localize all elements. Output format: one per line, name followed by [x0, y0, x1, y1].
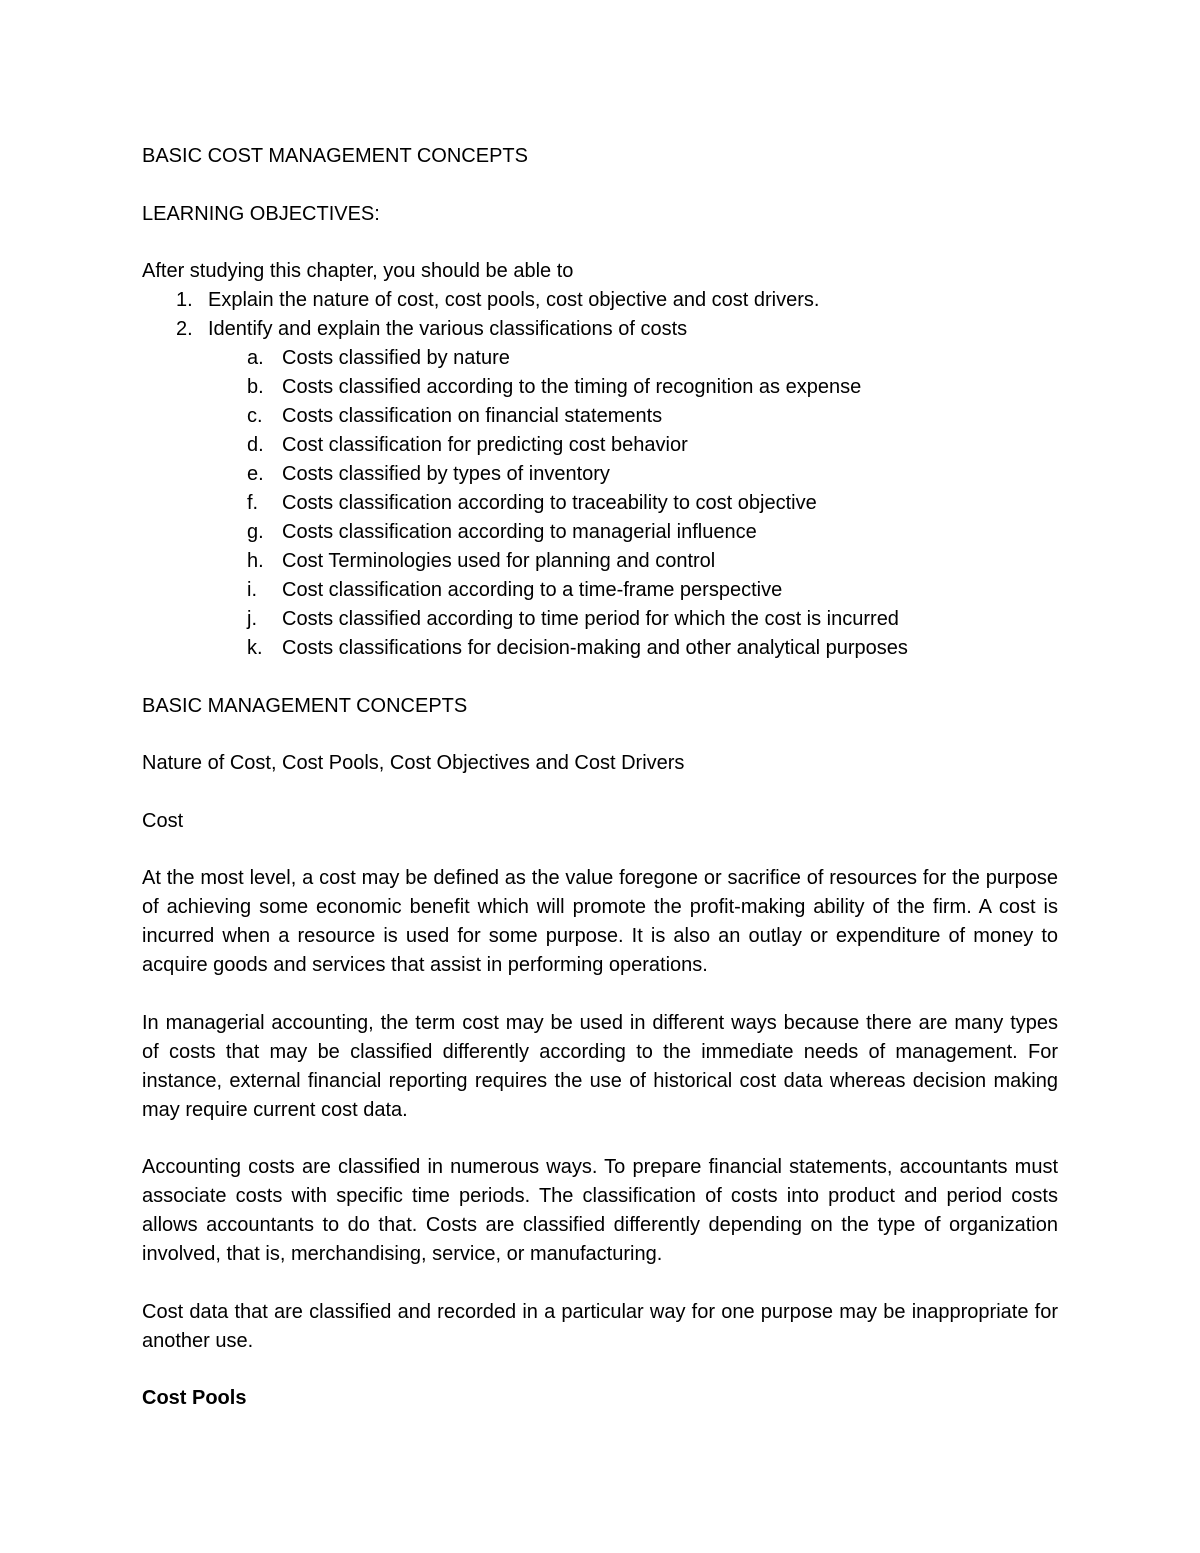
document-title: BASIC COST MANAGEMENT CONCEPTS: [142, 145, 528, 167]
list-text: Cost Terminologies used for planning and control: [282, 550, 716, 572]
list-text: Costs classified according to time period for which the cost is incurred: [282, 608, 899, 630]
list-item: [142, 576, 1058, 605]
list-text: Costs classified by types of inventory: [282, 463, 610, 485]
list-letter: b.: [247, 376, 264, 398]
list-item: [142, 344, 1058, 373]
paragraph: At the most level, a cost may be defined as the value foregone or sacrifice of resources for the purpose of achieving some economic benefit which will promote the profit-making ability of the firm. A cost is incurred when a resource is used for some purpose. It is also an outlay or expenditure of money to acquire goods and services that assist in performing operations.: [142, 867, 1058, 976]
cost-heading: Cost: [142, 809, 184, 832]
list-letter: e.: [247, 463, 264, 485]
list-item: [142, 402, 1058, 431]
list-item: [142, 518, 1058, 547]
list-letter: d.: [247, 434, 264, 456]
list-letter: k.: [247, 637, 263, 659]
list-item: [142, 460, 1058, 489]
list-letter: j.: [247, 608, 257, 630]
paragraph: Cost data that are classified and recorded in a particular way for one purpose may be inappropriate for another use.: [142, 1300, 1058, 1352]
list-item: [142, 634, 1058, 663]
list-text: Costs classifications for decision-making and other analytical purposes: [282, 637, 908, 659]
list-item: [142, 605, 1058, 634]
list-text: Cost classification for predicting cost behavior: [282, 434, 688, 456]
list-number: 2.: [176, 318, 193, 340]
list-letter: g.: [247, 521, 264, 543]
list-number: 1.: [176, 289, 193, 311]
list-text: Costs classification on financial statements: [282, 405, 663, 427]
list-letter: i.: [247, 579, 257, 601]
cost-pools-heading: Cost Pools: [142, 1387, 247, 1409]
list-text: Costs classification according to traceability to cost objective: [282, 492, 817, 514]
list-text: Costs classified according to the timing of recognition as expense: [282, 376, 862, 398]
learning-objectives-heading: LEARNING OBJECTIVES:: [142, 202, 380, 225]
list-text: Cost classification according to a time-frame perspective: [282, 579, 783, 601]
paragraph: Accounting costs are classified in numerous ways. To prepare financial statements, accountants must associate costs with specific time periods. The classification of costs into product and period costs allows accountants to do that. Costs are classified differently depending on the type of organization involved, that is, merchandising, service, or manufacturing.: [142, 1156, 1058, 1265]
list-letter: f.: [247, 492, 259, 514]
list-item: [142, 431, 1058, 460]
subsection-heading: Nature of Cost, Cost Pools, Cost Objectives and Cost Drivers: [142, 752, 685, 774]
list-text: Identify and explain the various classifications of costs: [208, 318, 688, 340]
section-heading: BASIC MANAGEMENT CONCEPTS: [142, 694, 468, 717]
paragraph: In managerial accounting, the term cost may be used in different ways because there are many types of costs that may be classified differently according to the immediate needs of management. For instance, external financial reporting requires the use of historical cost data whereas decision making may require current cost data.: [142, 1011, 1058, 1121]
list-item: [142, 373, 1058, 402]
list-text: Costs classification according to managerial influence: [282, 521, 757, 543]
list-letter: h.: [247, 550, 264, 572]
intro-text: After studying this chapter, you should be able to: [142, 260, 574, 282]
document-page: [142, 142, 1058, 1413]
list-item: [142, 315, 1058, 344]
sub-objectives-list: [142, 344, 1058, 663]
list-text: Explain the nature of cost, cost pools, cost objective and cost drivers.: [208, 289, 820, 311]
list-item: [142, 489, 1058, 518]
list-letter: a.: [247, 347, 264, 369]
list-letter: c.: [247, 405, 263, 427]
list-item: [142, 547, 1058, 576]
objectives-list: [142, 286, 1058, 344]
list-item: [142, 286, 1058, 315]
list-text: Costs classified by nature: [282, 347, 510, 369]
